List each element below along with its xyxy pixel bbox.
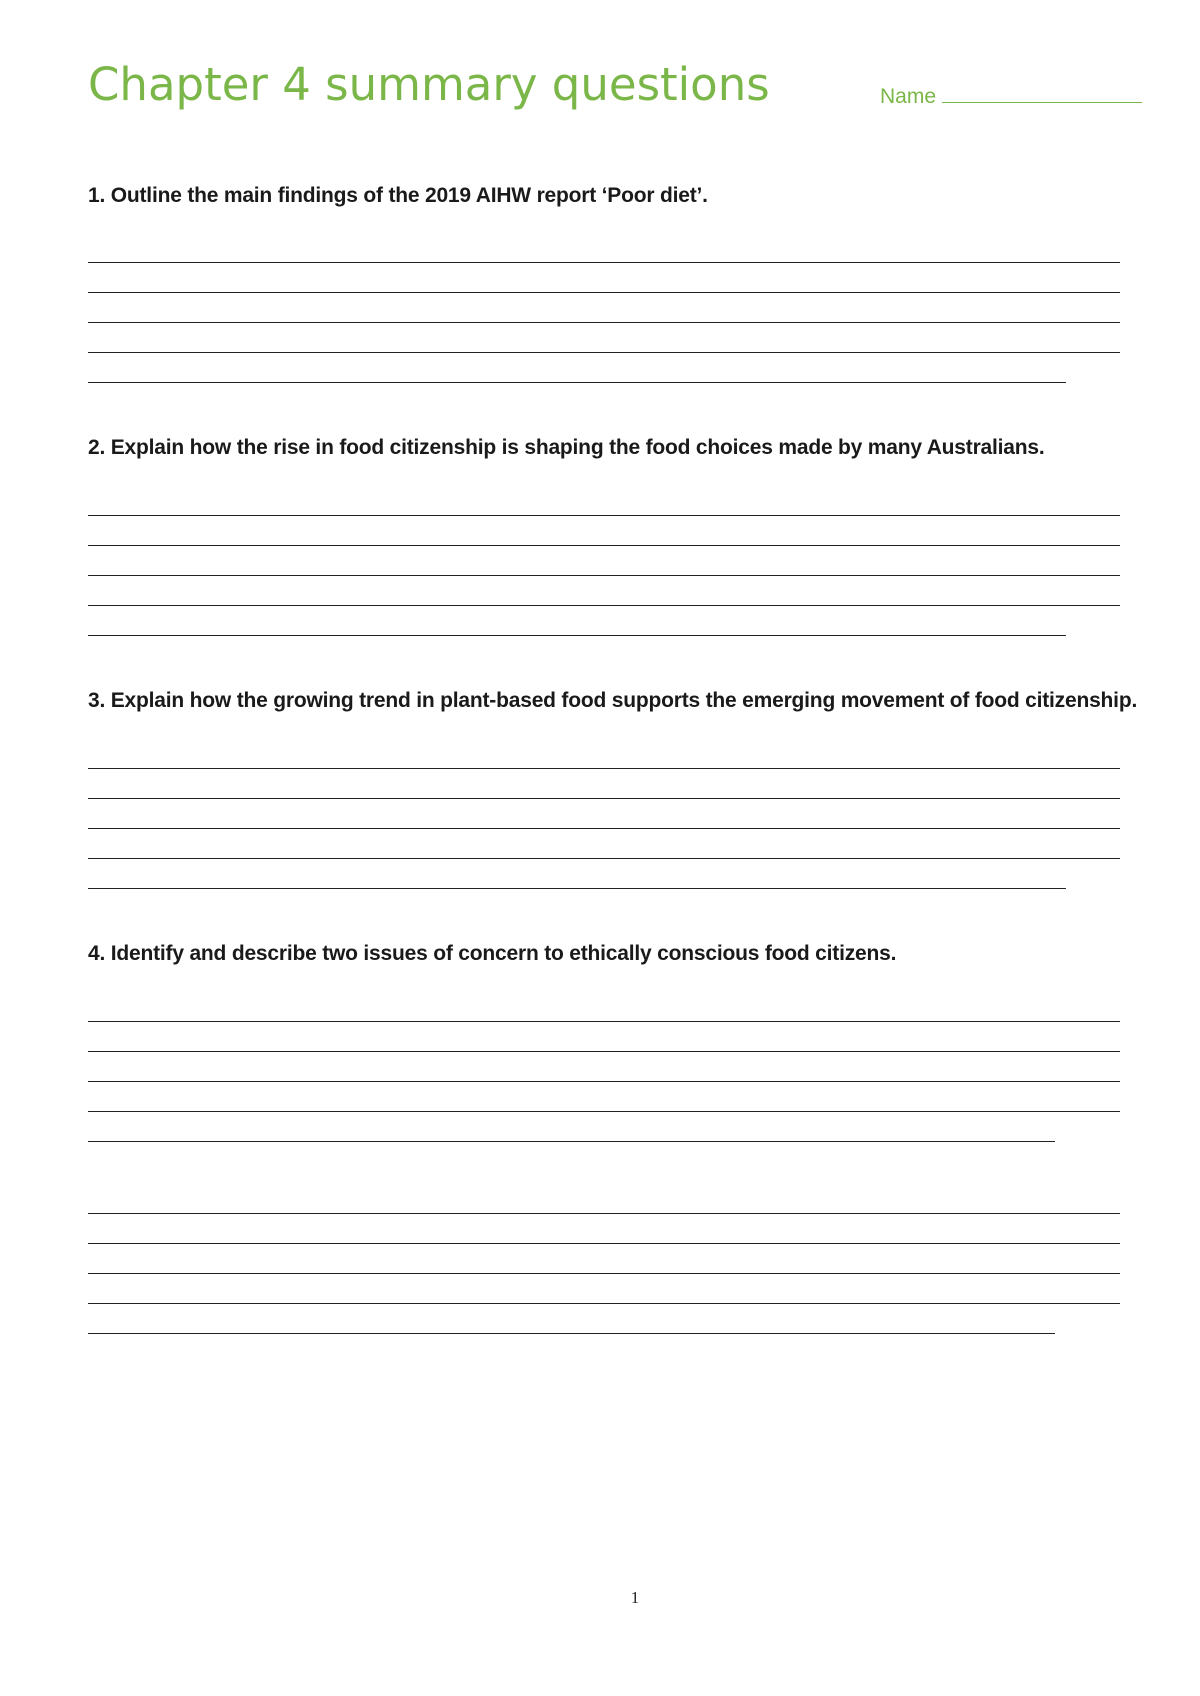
answer-line[interactable] — [88, 1112, 1055, 1142]
answer-line[interactable] — [88, 1022, 1120, 1052]
answer-line[interactable] — [88, 769, 1120, 799]
answer-line[interactable] — [88, 829, 1120, 859]
answer-line[interactable] — [88, 576, 1120, 606]
answer-line[interactable] — [88, 1184, 1120, 1214]
answer-line[interactable] — [88, 263, 1120, 293]
answer-area-4b[interactable] — [88, 1184, 1120, 1334]
answer-line[interactable] — [88, 799, 1120, 829]
name-field — [880, 84, 1142, 109]
answer-line[interactable] — [88, 233, 1120, 263]
answer-line[interactable] — [88, 353, 1066, 383]
answer-area-3[interactable] — [88, 739, 1120, 889]
answer-line[interactable] — [88, 1214, 1120, 1244]
question-3: 3. Explain how the growing trend in plant-based food supports the emerging movement of food citizenship. — [88, 689, 1138, 712]
name-input-line[interactable] — [942, 84, 1142, 103]
answer-line[interactable] — [88, 859, 1066, 889]
answer-line[interactable] — [88, 323, 1120, 353]
page-title: Chapter 4 summary questions — [88, 58, 770, 111]
answer-line[interactable] — [88, 486, 1120, 516]
answer-line[interactable] — [88, 546, 1120, 576]
page-number: 1 — [630, 1588, 640, 1607]
answer-line[interactable] — [88, 1274, 1120, 1304]
answer-area-4a[interactable] — [88, 992, 1120, 1142]
answer-line[interactable] — [88, 1052, 1120, 1082]
name-label: Name — [880, 85, 937, 108]
answer-line[interactable] — [88, 1304, 1055, 1334]
answer-line[interactable] — [88, 606, 1066, 636]
question-2: 2. Explain how the rise in food citizenship is shaping the food choices made by many Australians. — [88, 436, 1045, 459]
answer-line[interactable] — [88, 739, 1120, 769]
answer-area-2[interactable] — [88, 486, 1120, 636]
answer-line[interactable] — [88, 293, 1120, 323]
answer-line[interactable] — [88, 516, 1120, 546]
answer-line[interactable] — [88, 992, 1120, 1022]
answer-line[interactable] — [88, 1244, 1120, 1274]
question-4: 4. Identify and describe two issues of concern to ethically conscious food citizens. — [88, 942, 897, 965]
question-1: 1. Outline the main findings of the 2019 AIHW report ‘Poor diet’. — [88, 184, 708, 207]
answer-area-1[interactable] — [88, 233, 1120, 383]
answer-line[interactable] — [88, 1082, 1120, 1112]
